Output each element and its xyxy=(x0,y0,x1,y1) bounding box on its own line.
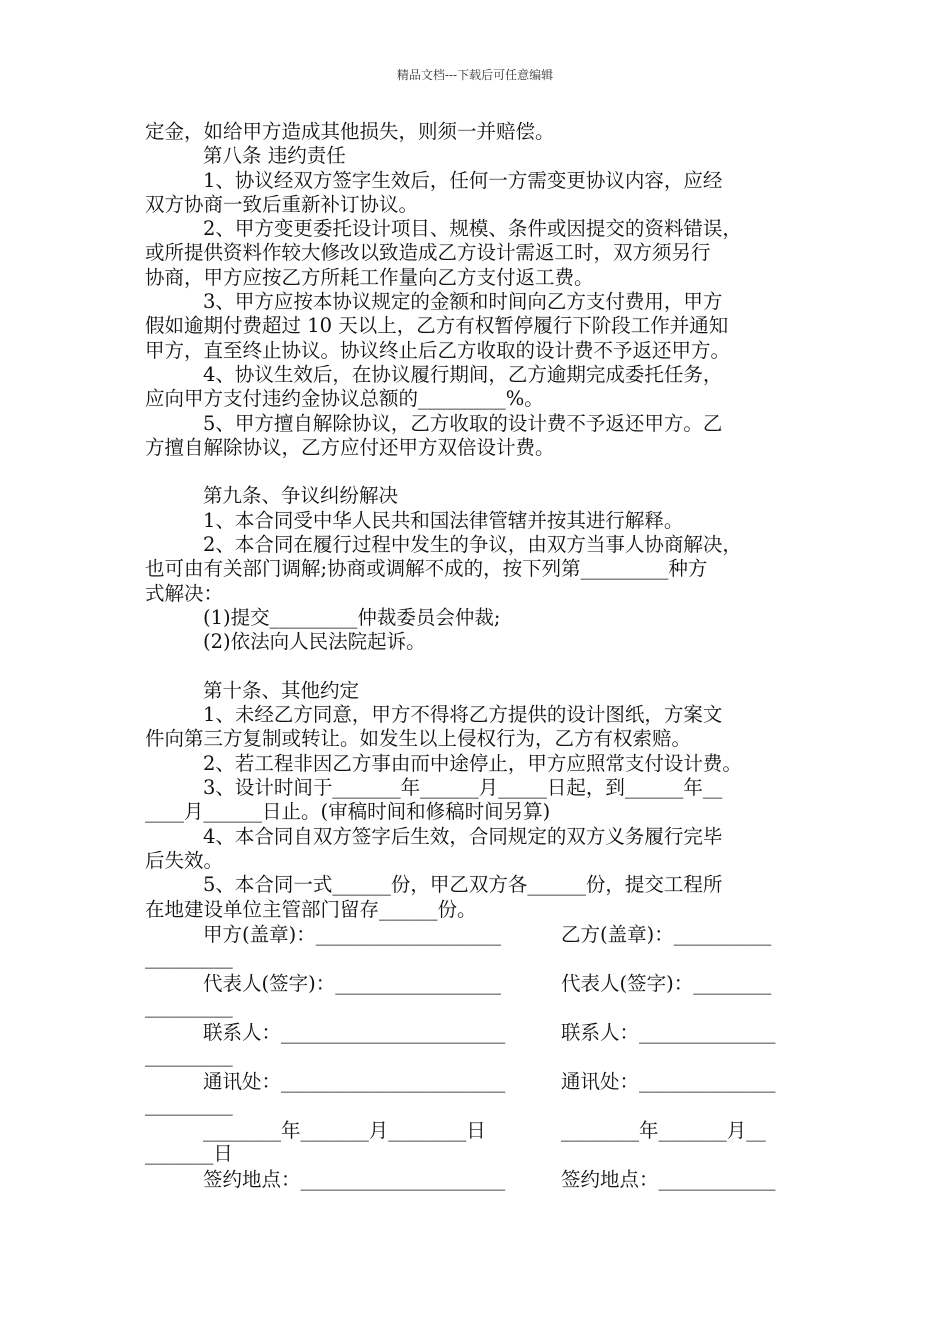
party-b-field: 联系人：______________ xyxy=(561,1020,776,1044)
contract-text xyxy=(145,120,810,922)
text-line: 2、本合同在履行过程中发生的争议，由双方当事人协商解决， xyxy=(203,533,742,557)
text-line: 5、甲方擅自解除协议，乙方收取的设计费不予返还甲方。乙 xyxy=(203,411,723,435)
signature-block xyxy=(145,922,810,1216)
party-b-field-continuation: _________ xyxy=(145,994,233,1018)
signature-row xyxy=(145,1020,810,1069)
text-line: 定金，如给甲方造成其他损失，则须一并赔偿。 xyxy=(145,120,555,143)
blank-line xyxy=(145,460,810,484)
text-line: 第九条、争议纠纷解决 xyxy=(203,484,399,508)
text-line: 5、本合同一式______份，甲乙双方各______份，提交工程所 xyxy=(203,873,723,897)
text-line: 件向第三方复制或转让。如发生以上侵权行为，乙方有权索赔。 xyxy=(145,727,692,751)
text-line: 后失效。 xyxy=(145,848,224,872)
signature-row xyxy=(145,922,810,971)
text-line: 3、设计时间于_______年______月_____日起，到______年__ xyxy=(203,776,723,800)
text-line: 2、甲方变更委托设计项目、规模、条件或因提交的资料错误， xyxy=(203,217,742,241)
text-line: 协商，甲方应按乙方所耗工作量向乙方支付返工费。 xyxy=(145,265,594,289)
text-line: 1、本合同受中华人民共和国法律管辖并按其进行解释。 xyxy=(203,508,684,532)
party-a-field: 签约地点：_____________________ xyxy=(203,1167,506,1191)
text-line: 式解决： xyxy=(145,581,224,605)
signature-row xyxy=(145,1069,810,1118)
text-line: 双方协商一致后重新补订协议。 xyxy=(145,192,419,216)
text-line: 在地建设单位主管部门留存______份。 xyxy=(145,897,477,921)
text-line: 3、甲方应按本协议规定的金额和时间向乙方支付费用，甲方 xyxy=(203,290,723,314)
text-line: (1)提交_________仲裁委员会仲裁; xyxy=(203,605,501,629)
text-line: ____月______日止。(审稿时间和修稿时间另算) xyxy=(145,800,551,824)
text-line: 第十条、其他约定 xyxy=(203,678,360,702)
text-line: 2、若工程非因乙方事由而中途停止，甲方应照常支付设计费。 xyxy=(203,751,742,775)
text-line: 应向甲方支付违约金协议总额的_________%。 xyxy=(145,387,544,411)
text-line: (2)依法向人民法院起诉。 xyxy=(203,630,426,654)
signature-row xyxy=(145,1118,810,1167)
party-a-field: 联系人：_______________________ xyxy=(203,1020,506,1044)
text-line: 假如逾期付费超过 10 天以上，乙方有权暂停履行下阶段工作并通知 xyxy=(145,314,729,338)
party-a-field: ________年_______月________日 xyxy=(203,1118,486,1142)
text-line: 甲方，直至终止协议。协议终止后乙方收取的设计费不予返还甲方。 xyxy=(145,338,731,362)
party-b-field: 代表人(签字)：________ xyxy=(561,971,772,995)
text-line: 方擅自解除协议，乙方应付还甲方双倍设计费。 xyxy=(145,435,555,459)
text-line: 1、未经乙方同意，甲方不得将乙方提供的设计图纸，方案文 xyxy=(203,703,723,727)
party-b-field: 通讯处：______________ xyxy=(561,1069,776,1093)
party-b-field-continuation: _________ xyxy=(145,945,233,969)
party-b-field-continuation: _______日 xyxy=(145,1141,233,1165)
text-line: 或所提供资料作较大修改以致造成乙方设计需返工时，双方须另行 xyxy=(145,241,711,265)
text-line: 4、协议生效后，在协议履行期间，乙方逾期完成委托任务， xyxy=(203,362,723,386)
blank-line xyxy=(145,655,810,679)
party-b-field: 乙方(盖章)：__________ xyxy=(561,922,772,946)
text-line: 4、本合同自双方签字后生效，合同规定的双方义务履行完毕 xyxy=(203,824,723,848)
party-b-field-continuation: _________ xyxy=(145,1043,233,1067)
party-b-field: 签约地点：____________ xyxy=(561,1167,776,1191)
party-a-field: 代表人(签字)：_________________ xyxy=(203,971,501,995)
party-a-field: 通讯处：_______________________ xyxy=(203,1069,506,1093)
party-a-field: 甲方(盖章)：___________________ xyxy=(203,922,501,946)
signature-row xyxy=(145,971,810,1020)
party-b-field: ________年_______月__ xyxy=(561,1118,766,1142)
text-line: 第八条 违约责任 xyxy=(203,144,346,168)
text-line: 也可由有关部门调解;协商或调解不成的，按下列第_________种方 xyxy=(145,557,708,581)
signature-row xyxy=(145,1167,810,1216)
document-body xyxy=(145,120,810,1216)
text-line: 1、协议经双方签字生效后，任何一方需变更协议内容，应经 xyxy=(203,168,723,192)
party-b-field-continuation: _________ xyxy=(145,1092,233,1116)
page-header: 精品文档---下载后可任意编辑 xyxy=(396,68,554,82)
